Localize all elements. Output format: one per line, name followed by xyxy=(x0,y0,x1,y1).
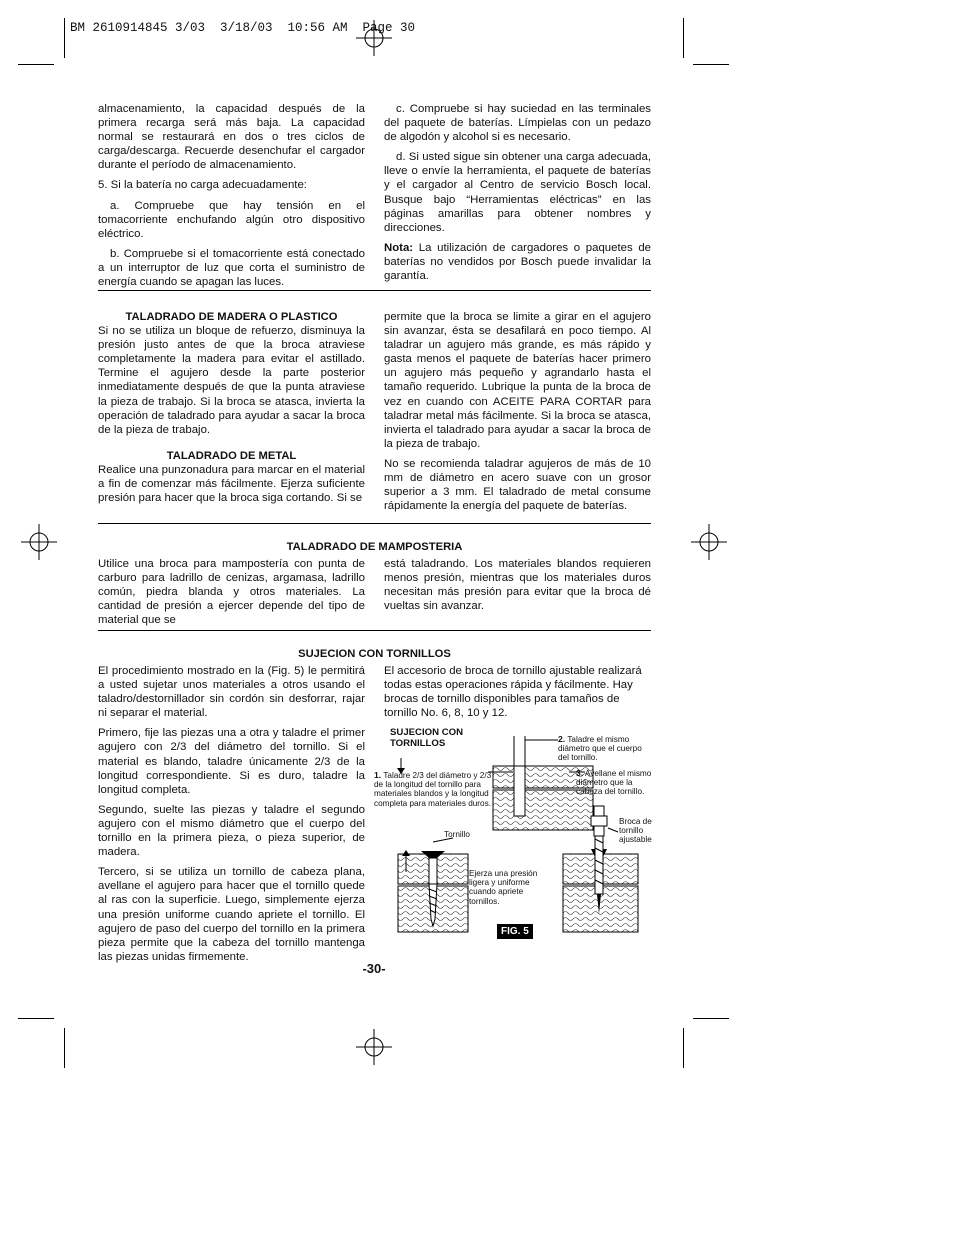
crop-mark xyxy=(18,1018,54,1019)
note-label: Nota: xyxy=(384,241,414,254)
step-text: Taladre el mismo diámetro que el cuerpo del tornillo. xyxy=(558,735,642,763)
screws-left-column xyxy=(98,664,365,970)
paragraph: Segundo, suelte las piezas y taladre el segundo agujero con el mismo diámetro que el cuerpo del tornillo en la primera pieza, o pieza superior, de madera. xyxy=(98,803,365,859)
page-number: -30- xyxy=(362,961,386,976)
section-divider xyxy=(98,523,651,524)
paragraph: No se recomienda taladrar agujeros de más de 10 mm de diámetro en acero suave con un grosor superior a 3 mm. El taladrado de metal consume rápidamente la energía del paquete de baterías. xyxy=(384,457,651,513)
wood-metal-left-column xyxy=(98,310,365,511)
figure-label-pressure: Ejerza una presión ligera y uniforme cuando apriete tornillos. xyxy=(469,869,538,906)
section-heading: TALADRADO DE MADERA O PLASTICO xyxy=(125,311,338,323)
top-left-column xyxy=(98,102,365,295)
paragraph: a. Compruebe que hay tensión en el tomacorriente enchufando algún otro dispositivo eléctrico. xyxy=(98,199,365,240)
registration-mark-icon xyxy=(689,522,729,562)
crop-mark xyxy=(683,1028,684,1068)
step-text: Taladre 2/3 del diámetro y 2/3 de la longitud del tornillo para materiales blandos y la longitud completa para materiales duros. xyxy=(374,771,492,808)
paragraph: b. Compruebe si el tomacorriente está conectado a un interruptor de luz que corta el suministro de energía cuando se apagan las luces. xyxy=(98,247,365,289)
crop-mark xyxy=(64,18,65,58)
crop-mark xyxy=(64,1028,65,1068)
paragraph: está taladrando. Los materiales blandos requieren menos presión, mientras que los materiales duros necesitan más presión para evitar que la broca dé vueltas sin avanzar. xyxy=(384,558,651,613)
figure-title xyxy=(390,727,463,749)
figure-label-bit: Broca de tornillo ajustable xyxy=(619,817,652,845)
registration-mark-icon xyxy=(354,1027,394,1067)
step-number: 1. xyxy=(374,770,382,780)
registration-mark-icon xyxy=(19,522,59,562)
paragraph: Primero, fije las piezas una a otra y taladre el primer agujero con 2/3 del diámetro del tornillo. Si el material es blando, taladre únicamente 2/3 de la longitud correspondiente. Si es duro, taladre la longitud completa. xyxy=(98,727,365,796)
section-heading: TALADRADO DE METAL xyxy=(166,449,297,462)
paragraph: Realice una punzonadura para marcar en el material a fin de comenzar más fácilmente. Ejerza suficiente presión para hacer que la broca siga cortando. Si se xyxy=(98,463,365,505)
metal-right-column xyxy=(384,310,651,519)
section-divider xyxy=(98,290,651,291)
section-heading: TALADRADO DE MAMPOSTERIA xyxy=(286,541,463,553)
figure-title-line: SUJECION CON xyxy=(390,727,464,738)
step-text: Avellane el mismo diámetro que la cabeza del tornillo. xyxy=(576,769,652,797)
figure-label-step1 xyxy=(374,771,492,808)
section-heading: SUJECION CON TORNILLOS xyxy=(298,648,451,660)
crop-mark xyxy=(683,18,684,58)
crop-mark xyxy=(693,64,729,65)
figure-label-screw: Tornillo xyxy=(444,830,470,839)
paragraph: Utilice una broca para mampostería con punta de carburo para ladrillo de cenizas, argamasa, ladrillo común, piedra blanda y otros materiales. La cantidad de presión a ejercer depende del tipo de material que se xyxy=(98,558,365,627)
figure-label-step2 xyxy=(558,735,654,763)
figure-label-step3 xyxy=(576,769,654,797)
figure-title-line: TORNILLOS xyxy=(390,738,446,749)
section-divider xyxy=(98,630,651,631)
screws-right-column xyxy=(384,664,651,726)
note-text: La utilización de cargadores o paquetes de baterías no vendidos por Bosch puede invalidar la garantía. xyxy=(384,241,651,283)
paragraph: permite que la broca se limite a girar en el agujero sin avanzar, ésta se desafilará en poco tiempo. Al taladrar un agujero más grande, es más rápido y gasta menos el paquete de baterías hacer primero un agujero más pequeño y agrandarlo hasta el tamaño requerido. Lubrique la punta de la broca de vez en cuando con ACEITE PARA CORTAR para taladrar metal más fácilmente. Si la broca se atasca, invierta el taladrado para ayudar a sacar la broca de la pieza de trabajo. xyxy=(384,311,651,450)
paragraph: Tercero, si se utiliza un tornillo de cabeza plana, avellane el agujero para hacer que el tornillo quede al ras con la superficie. Luego, simplemente ejerza una presión uniforme cuando apriete el tornillo. El agujero de paso del cuerpo del tornillo en la primera pieza permite que la cabeza del tornillo mantenga las piezas unidas firmemente. xyxy=(98,866,365,963)
paragraph: c. Compruebe si hay suciedad en las terminales del paquete de baterías. Límpielas con un pedazo de algodón y alcohol si es necesario. xyxy=(384,103,651,144)
paragraph: almacenamiento, la capacidad después de la primera recarga será más baja. La capacidad normal se restaurará en dos o tres ciclos de carga/descarga. Recuerde desenchufar el cargador durante el período de almacenamiento. xyxy=(98,103,365,172)
paragraph: El accesorio de broca de tornillo ajustable realizará todas estas operaciones rápida y fácilmente. Hay brocas de tornillo disponibles para tamaños de tornillo No. 6, 8, 10 y 12. xyxy=(384,665,642,720)
top-right-column xyxy=(384,102,651,289)
step-number: 3. xyxy=(576,768,584,778)
paragraph: Si no se utiliza un bloque de refuerzo, disminuya la presión justo antes de que la broca atraviese completamente la madera para evitar el astillado. Termine el agujero desde la parte posterior inmediatamente después de que la punta atraviese la pieza de trabajo. Si la broca se atasca, invierta la operación de taladrado para ayudar a sacar la broca de la pieza de trabajo. xyxy=(98,325,365,436)
masonry-right-column xyxy=(384,557,651,619)
paragraph: d. Si usted sigue sin obtener una carga adecuada, lleve o envíe la herramienta, el paquete de baterías y el cargador al Centro de servicio Bosch local. Busque bajo “Herramientas eléctricas” en las páginas amarillas para obtener nombres y direcciones. xyxy=(384,151,651,234)
figure-tag: FIG. 5 xyxy=(497,924,533,939)
paragraph: El procedimiento mostrado en la (Fig. 5) le permitirá a usted sujetar unos materiales a otros usando el taladro/destornillador sin cordón sin desforrar, rajar ni separar el material. xyxy=(98,665,365,720)
registration-mark-icon xyxy=(354,18,394,58)
masonry-left-column xyxy=(98,557,365,633)
crop-mark xyxy=(18,64,54,65)
step-number: 2. xyxy=(558,734,566,744)
crop-mark xyxy=(693,1018,729,1019)
paragraph: 5. Si la batería no carga adecuadamente: xyxy=(98,179,307,192)
print-slug: BM 2610914845 3/03 3/18/03 10:56 AM Page 30 xyxy=(70,21,416,35)
note-paragraph xyxy=(384,241,651,283)
